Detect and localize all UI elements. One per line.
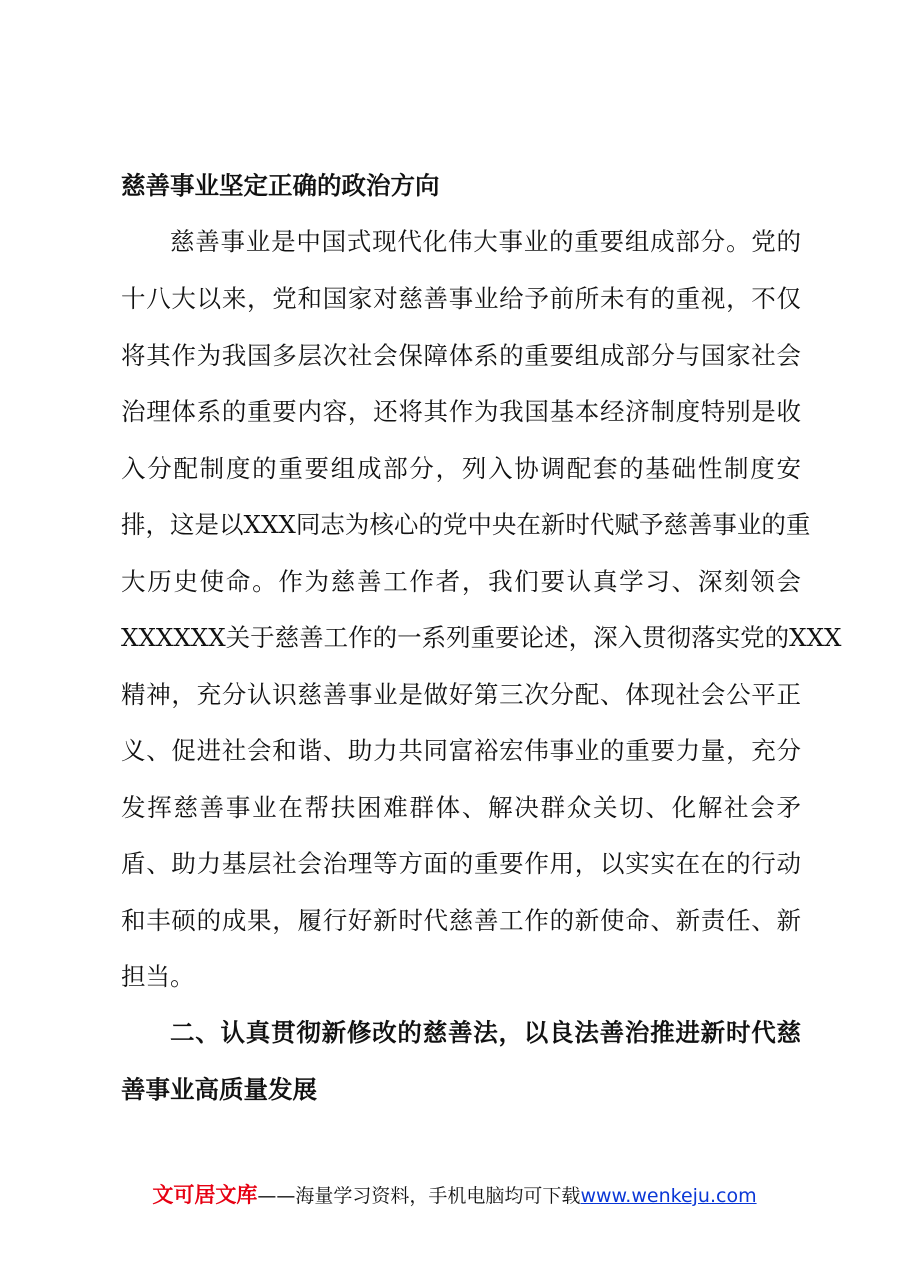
section2-heading-line: 二、认真贯彻新修改的慈善法，以良法善治推进新时代慈: [170, 1018, 801, 1047]
paragraph-line: 将其作为我国多层次社会保障体系的重要组成部分与国家社会: [121, 341, 801, 370]
paragraph-line: 慈善事业是中国式现代化伟大事业的重要组成部分。党的: [170, 227, 801, 256]
footer-url-link[interactable]: www.wenkeju.com: [580, 1185, 757, 1207]
section-heading: 慈善事业坚定正确的政治方向: [121, 171, 440, 200]
paragraph-line: XXXXXX关于慈善工作的一系列重要论述，深入贯彻落实党的XXX: [121, 623, 842, 652]
paragraph-line: 发挥慈善事业在帮扶困难群体、解决群众关切、化解社会矛: [121, 793, 801, 822]
section2-heading-line: 善事业高质量发展: [121, 1075, 317, 1104]
paragraph-line: 盾、助力基层社会治理等方面的重要作用，以实实在在的行动: [121, 849, 801, 878]
footer-banner: [0, 1181, 909, 1210]
footer-slogan: ——海量学习资料，手机电脑均可下载: [257, 1185, 581, 1207]
paragraph-line: 义、促进社会和谐、助力共同富裕宏伟事业的重要力量，充分: [121, 736, 801, 765]
paragraph-line: 和丰硕的成果，履行好新时代慈善工作的新使命、新责任、新: [121, 906, 801, 935]
paragraph-line: 精神，充分认识慈善事业是做好第三次分配、体现社会公平正: [121, 680, 801, 709]
paragraph-line: 十八大以来，党和国家对慈善事业给予前所未有的重视，不仅: [121, 284, 801, 313]
paragraph-line: 排，这是以XXX同志为核心的党中央在新时代赋予慈善事业的重: [121, 510, 811, 539]
paragraph-line: 大历史使命。作为慈善工作者，我们要认真学习、深刻领会: [121, 567, 801, 596]
paragraph-line: 入分配制度的重要组成部分，列入协调配套的基础性制度安: [121, 454, 801, 483]
paragraph-line: 担当。: [121, 962, 195, 991]
paragraph-line: 治理体系的重要内容，还将其作为我国基本经济制度特别是收: [121, 397, 801, 426]
footer-brand: 文可居文库: [152, 1183, 258, 1207]
